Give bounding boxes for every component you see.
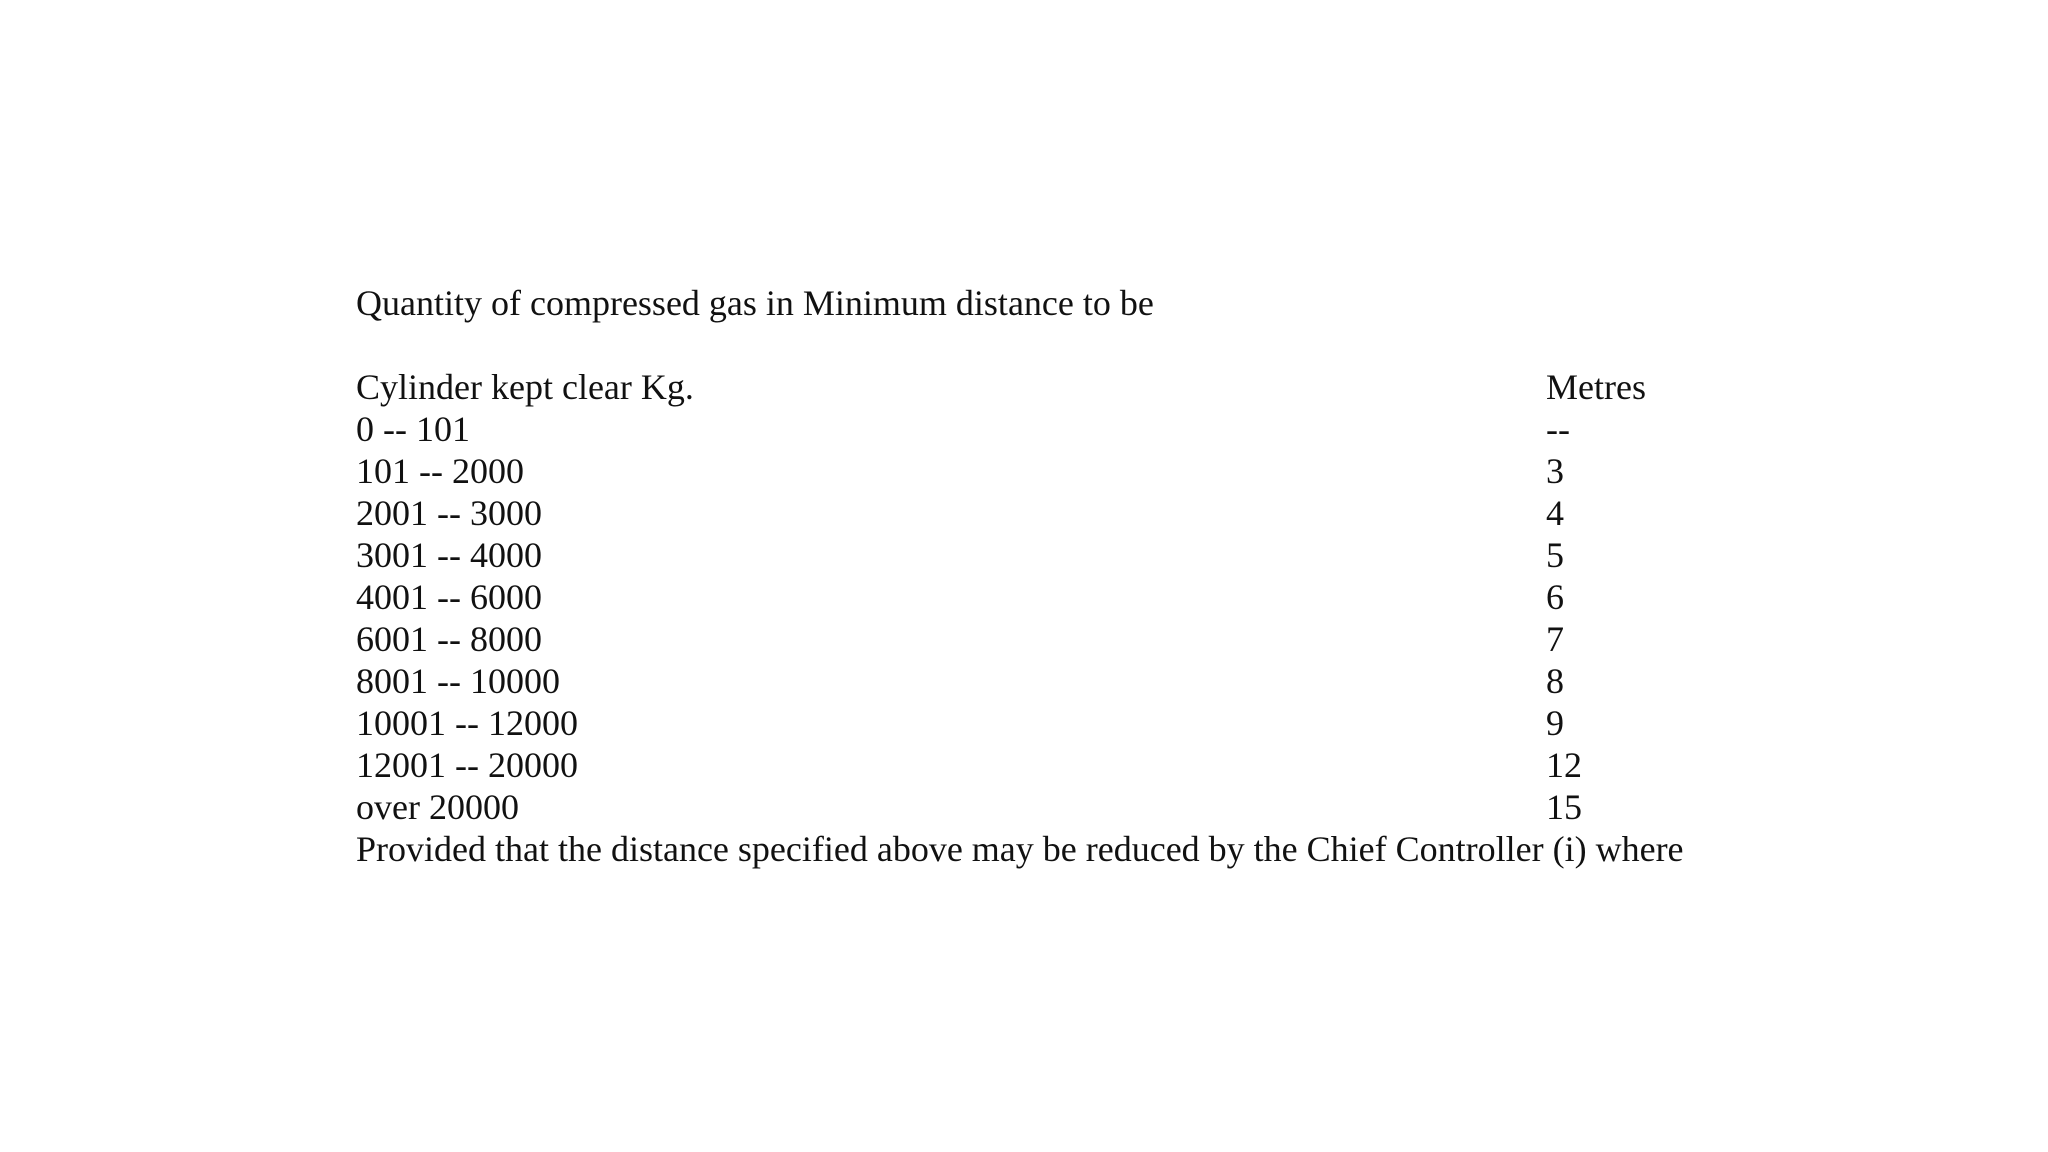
distance-cell: 7 bbox=[1546, 619, 1564, 659]
quantity-cell: 6001 -- 8000 bbox=[356, 619, 542, 659]
distance-cell: -- bbox=[1546, 409, 1570, 449]
distance-cell: 4 bbox=[1546, 493, 1564, 533]
quantity-cell: 10001 -- 12000 bbox=[356, 703, 578, 743]
table-row bbox=[356, 450, 1706, 492]
header-distance: Metres bbox=[1546, 367, 1646, 407]
distance-cell: 3 bbox=[1546, 451, 1564, 491]
quantity-cell: 3001 -- 4000 bbox=[356, 535, 542, 575]
table-row bbox=[356, 576, 1706, 618]
document-heading: Quantity of compressed gas in Minimum distance to be bbox=[356, 283, 1154, 323]
distance-table bbox=[356, 366, 1706, 828]
table-header-row bbox=[356, 366, 1706, 408]
table-row bbox=[356, 534, 1706, 576]
quantity-cell: 2001 -- 3000 bbox=[356, 493, 542, 533]
distance-cell: 15 bbox=[1546, 787, 1582, 827]
distance-cell: 8 bbox=[1546, 661, 1564, 701]
quantity-cell: 101 -- 2000 bbox=[356, 451, 524, 491]
table-row bbox=[356, 408, 1706, 450]
quantity-cell: 4001 -- 6000 bbox=[356, 577, 542, 617]
quantity-cell: 0 -- 101 bbox=[356, 409, 470, 449]
table-row bbox=[356, 786, 1706, 828]
header-quantity: Cylinder kept clear Kg. bbox=[356, 367, 694, 407]
quantity-cell: 8001 -- 10000 bbox=[356, 661, 560, 701]
table-row bbox=[356, 702, 1706, 744]
document-footer-text: Provided that the distance specified above may be reduced by the Chief Controller (i) where bbox=[356, 829, 1684, 869]
distance-cell: 5 bbox=[1546, 535, 1564, 575]
distance-cell: 12 bbox=[1546, 745, 1582, 785]
table-row bbox=[356, 618, 1706, 660]
distance-cell: 6 bbox=[1546, 577, 1564, 617]
table-row bbox=[356, 660, 1706, 702]
quantity-cell: over 20000 bbox=[356, 787, 519, 827]
quantity-cell: 12001 -- 20000 bbox=[356, 745, 578, 785]
table-row bbox=[356, 492, 1706, 534]
table-row bbox=[356, 744, 1706, 786]
distance-cell: 9 bbox=[1546, 703, 1564, 743]
